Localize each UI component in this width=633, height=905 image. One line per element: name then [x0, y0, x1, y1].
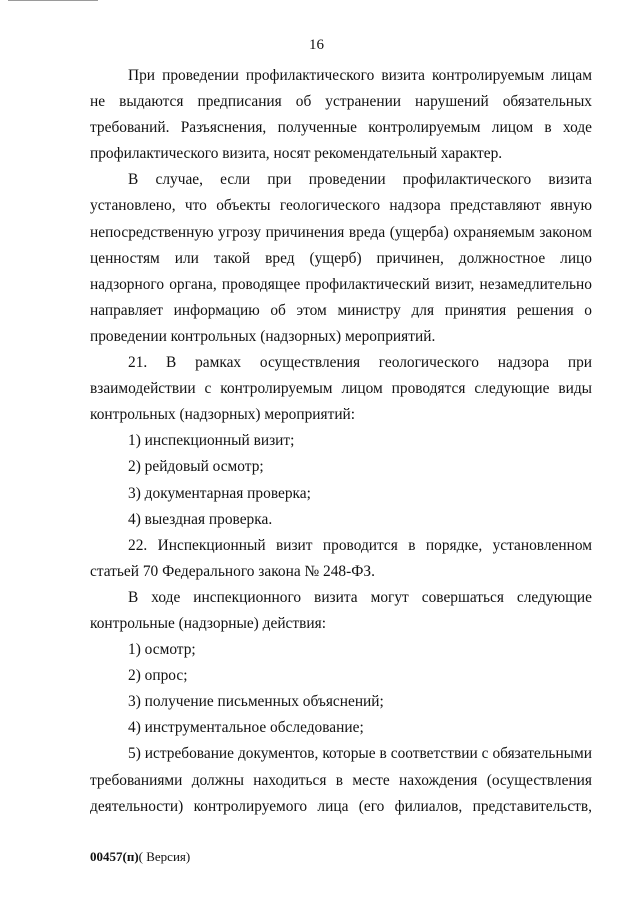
paragraph-threat-case: В случае, если при проведении профилактического визита установлено, что объекты геологического надзора представляют явную непосредственную угрозу причинения вреда (ущерба) охраняемым законом ценностям или такой вред (ущерб) причинен, должностное лицо надзорного органа, проводящее профилактический визит, незамедлительно направляет информацию об этом министру для принятия решения о проведении контрольных (надзорных) мероприятий. [90, 171, 592, 345]
document-code: 00457(п) [90, 849, 139, 864]
list-item-inspection-visit: 1) инспекционный визит; [128, 432, 295, 450]
paragraph-preventive-visit-result: При проведении профилактического визита контролируемым лицам не выдаются предписания об устранении нарушений обязательных требований. Разъяснения, полученные контролируемым лицом в ходе профилактического визита, носят рекомендательный характер. [90, 67, 592, 163]
document-footer [90, 849, 190, 865]
page-number: 16 [309, 37, 324, 53]
list-item-written-explanations: 3) получение письменных объяснений; [128, 693, 384, 711]
list-item-documentary-check: 3) документарная проверка; [128, 484, 311, 502]
list-item-onsite-check: 4) выездная проверка. [128, 510, 273, 528]
paragraph-inspection-actions-intro: В ходе инспекционного визита могут совершаться следующие контрольные (надзорные) действия: [90, 588, 592, 632]
paragraph-clause-21: 21. В рамках осуществления геологического надзора при взаимодействии с контролируемым лицом проводятся следующие виды контрольных (надзорных) мероприятий: [90, 354, 592, 424]
list-item-survey: 2) опрос; [128, 667, 188, 685]
paragraph-clause-22: 22. Инспекционный визит проводится в порядке, установленном статьей 70 Федерального закона № 248-ФЗ. [90, 536, 592, 580]
document-version: ( Версия) [138, 849, 191, 864]
list-item-raid-inspection: 2) рейдовый осмотр; [128, 458, 264, 476]
list-item-document-request: 5) истребование документов, которые в соответствии с обязательными требованиями должны находиться в месте нахождения (осуществления деятельности) контролируемого лица (его филиалов, представительств, [90, 745, 592, 815]
list-item-instrumental-examination: 4) инструментальное обследование; [128, 719, 364, 737]
document-body [90, 63, 592, 820]
list-item-inspection: 1) осмотр; [128, 641, 196, 659]
scan-edge-line [8, 0, 98, 1]
